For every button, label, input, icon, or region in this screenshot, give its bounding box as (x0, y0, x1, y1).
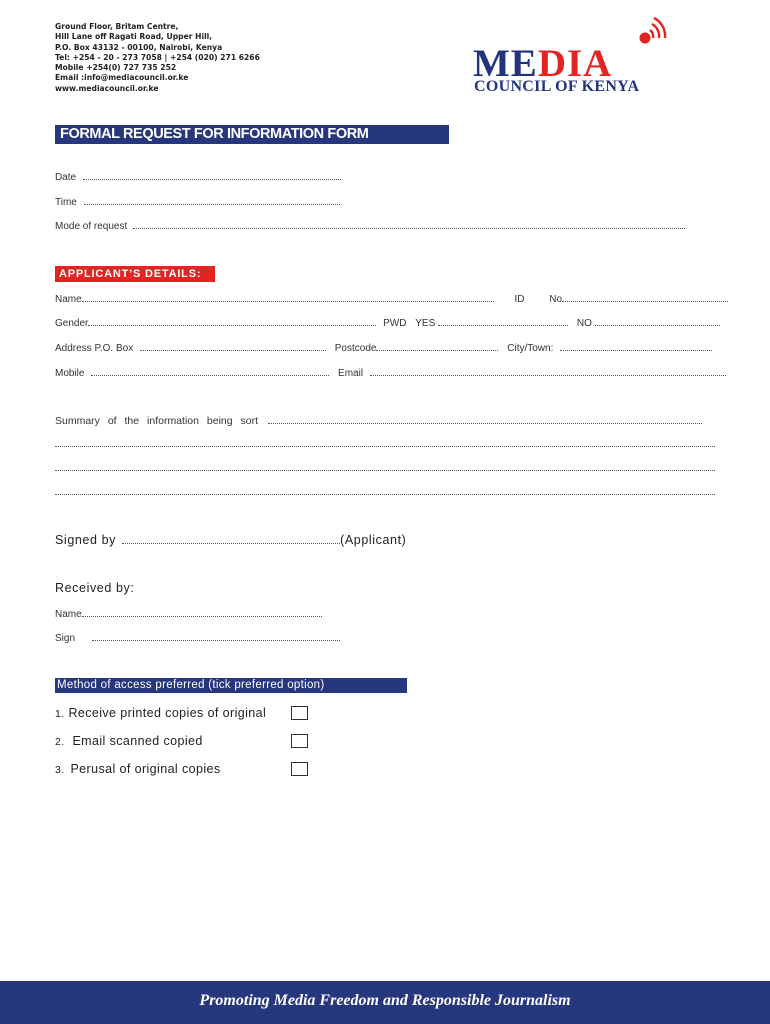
option-number: 1. (55, 708, 65, 720)
applicant-label: (Applicant) (340, 533, 407, 547)
summary-label: Summary of the information being sort (55, 415, 258, 427)
id-label: ID (514, 294, 525, 305)
footer-slogan: Promoting Media Freedom and Responsible Journalism (199, 992, 571, 1009)
address-line: Email :info@mediacouncil.or.ke (55, 73, 189, 83)
mobile-label: Mobile (55, 368, 85, 379)
option-label: Receive printed copies of original (68, 706, 267, 720)
broadcast-signal-icon (636, 16, 670, 46)
email-label: Email (338, 368, 364, 379)
pwd-no-label: NO (576, 318, 592, 329)
option-label: Perusal of original copies (70, 762, 221, 776)
date-row (55, 170, 341, 184)
email-field[interactable] (370, 366, 726, 376)
address-line: Mobile +254(0) 727 735 252 (55, 63, 177, 73)
name-label: Name (55, 294, 82, 305)
media-council-logo (470, 16, 720, 96)
footer-banner (0, 981, 770, 1024)
signed-by-field[interactable] (122, 533, 340, 544)
id-no-label: No (549, 294, 563, 305)
option-printed-copies (55, 706, 266, 720)
time-row (55, 195, 340, 209)
perusal-checkbox[interactable] (291, 762, 308, 776)
time-label: Time (55, 197, 77, 208)
mobile-field[interactable] (91, 366, 329, 376)
address-line: Hill Lane off Ragati Road, Upper Hill, (55, 32, 213, 42)
name-field[interactable] (82, 292, 494, 302)
id-number-field[interactable] (562, 292, 728, 302)
signed-by-row (55, 533, 406, 547)
mode-row (55, 219, 685, 233)
pwd-no-field[interactable] (595, 316, 720, 326)
pwd-yes-field[interactable] (438, 316, 568, 326)
received-name-row (55, 607, 322, 621)
received-name-field[interactable] (82, 607, 322, 617)
date-label: Date (55, 172, 77, 183)
option-perusal (55, 762, 221, 776)
summary-line[interactable] (55, 446, 715, 447)
address-line: Tel: +254 - 20 - 273 7058 | +254 (020) 271 6266 (55, 52, 260, 62)
gender-field[interactable] (88, 316, 376, 326)
name-row (55, 292, 728, 306)
signed-by-label: Signed by (55, 533, 116, 547)
received-name-label: Name (55, 609, 82, 620)
received-sign-row (55, 631, 340, 645)
pwd-label: PWD (383, 318, 407, 329)
address-line: www.mediacouncil.or.ke (55, 83, 159, 93)
email-scanned-checkbox[interactable] (291, 734, 308, 748)
logo-subtitle: COUNCIL OF KENYA (474, 78, 640, 95)
logo-wordmark: MEDIA (473, 42, 613, 85)
option-number: 3. (55, 764, 65, 776)
received-sign-field[interactable] (92, 631, 340, 641)
city-label: City/Town: (507, 343, 554, 354)
postcode-field[interactable] (376, 341, 498, 351)
method-of-access-heading: Method of access preferred (tick preferred option) (55, 678, 407, 693)
applicant-details-heading: APPLICANT’S DETAILS: (55, 266, 215, 282)
pwd-yes-label: YES (415, 318, 436, 329)
date-field[interactable] (83, 170, 341, 180)
gender-row (55, 316, 720, 330)
printed-copies-checkbox[interactable] (291, 706, 308, 720)
po-box-field[interactable] (140, 341, 326, 351)
city-field[interactable] (560, 341, 712, 351)
mode-label: Mode of request (55, 221, 128, 232)
option-label: Email scanned copied (72, 734, 203, 748)
summary-field[interactable] (268, 414, 702, 424)
summary-line[interactable] (55, 494, 715, 495)
postcode-label: Postcode (334, 343, 377, 354)
summary-line[interactable] (55, 470, 715, 471)
form-title: FORMAL REQUEST FOR INFORMATION FORM (55, 125, 449, 144)
mode-field[interactable] (133, 219, 685, 229)
address-line: Ground Floor, Britam Centre, (55, 22, 179, 31)
address-block (55, 22, 260, 94)
mobile-row (55, 366, 726, 380)
received-sign-label: Sign (55, 633, 76, 644)
option-number: 2. (55, 736, 65, 748)
address-label: Address P.O. Box (55, 343, 134, 354)
time-field[interactable] (84, 195, 340, 205)
gender-label: Gender (55, 318, 89, 329)
option-email-scanned (55, 734, 203, 748)
received-by-heading: Received by: (55, 581, 135, 595)
address-line: P.O. Box 43132 - 00100, Nairobi, Kenya (55, 42, 223, 52)
summary-row (55, 414, 702, 427)
address-row (55, 341, 712, 355)
